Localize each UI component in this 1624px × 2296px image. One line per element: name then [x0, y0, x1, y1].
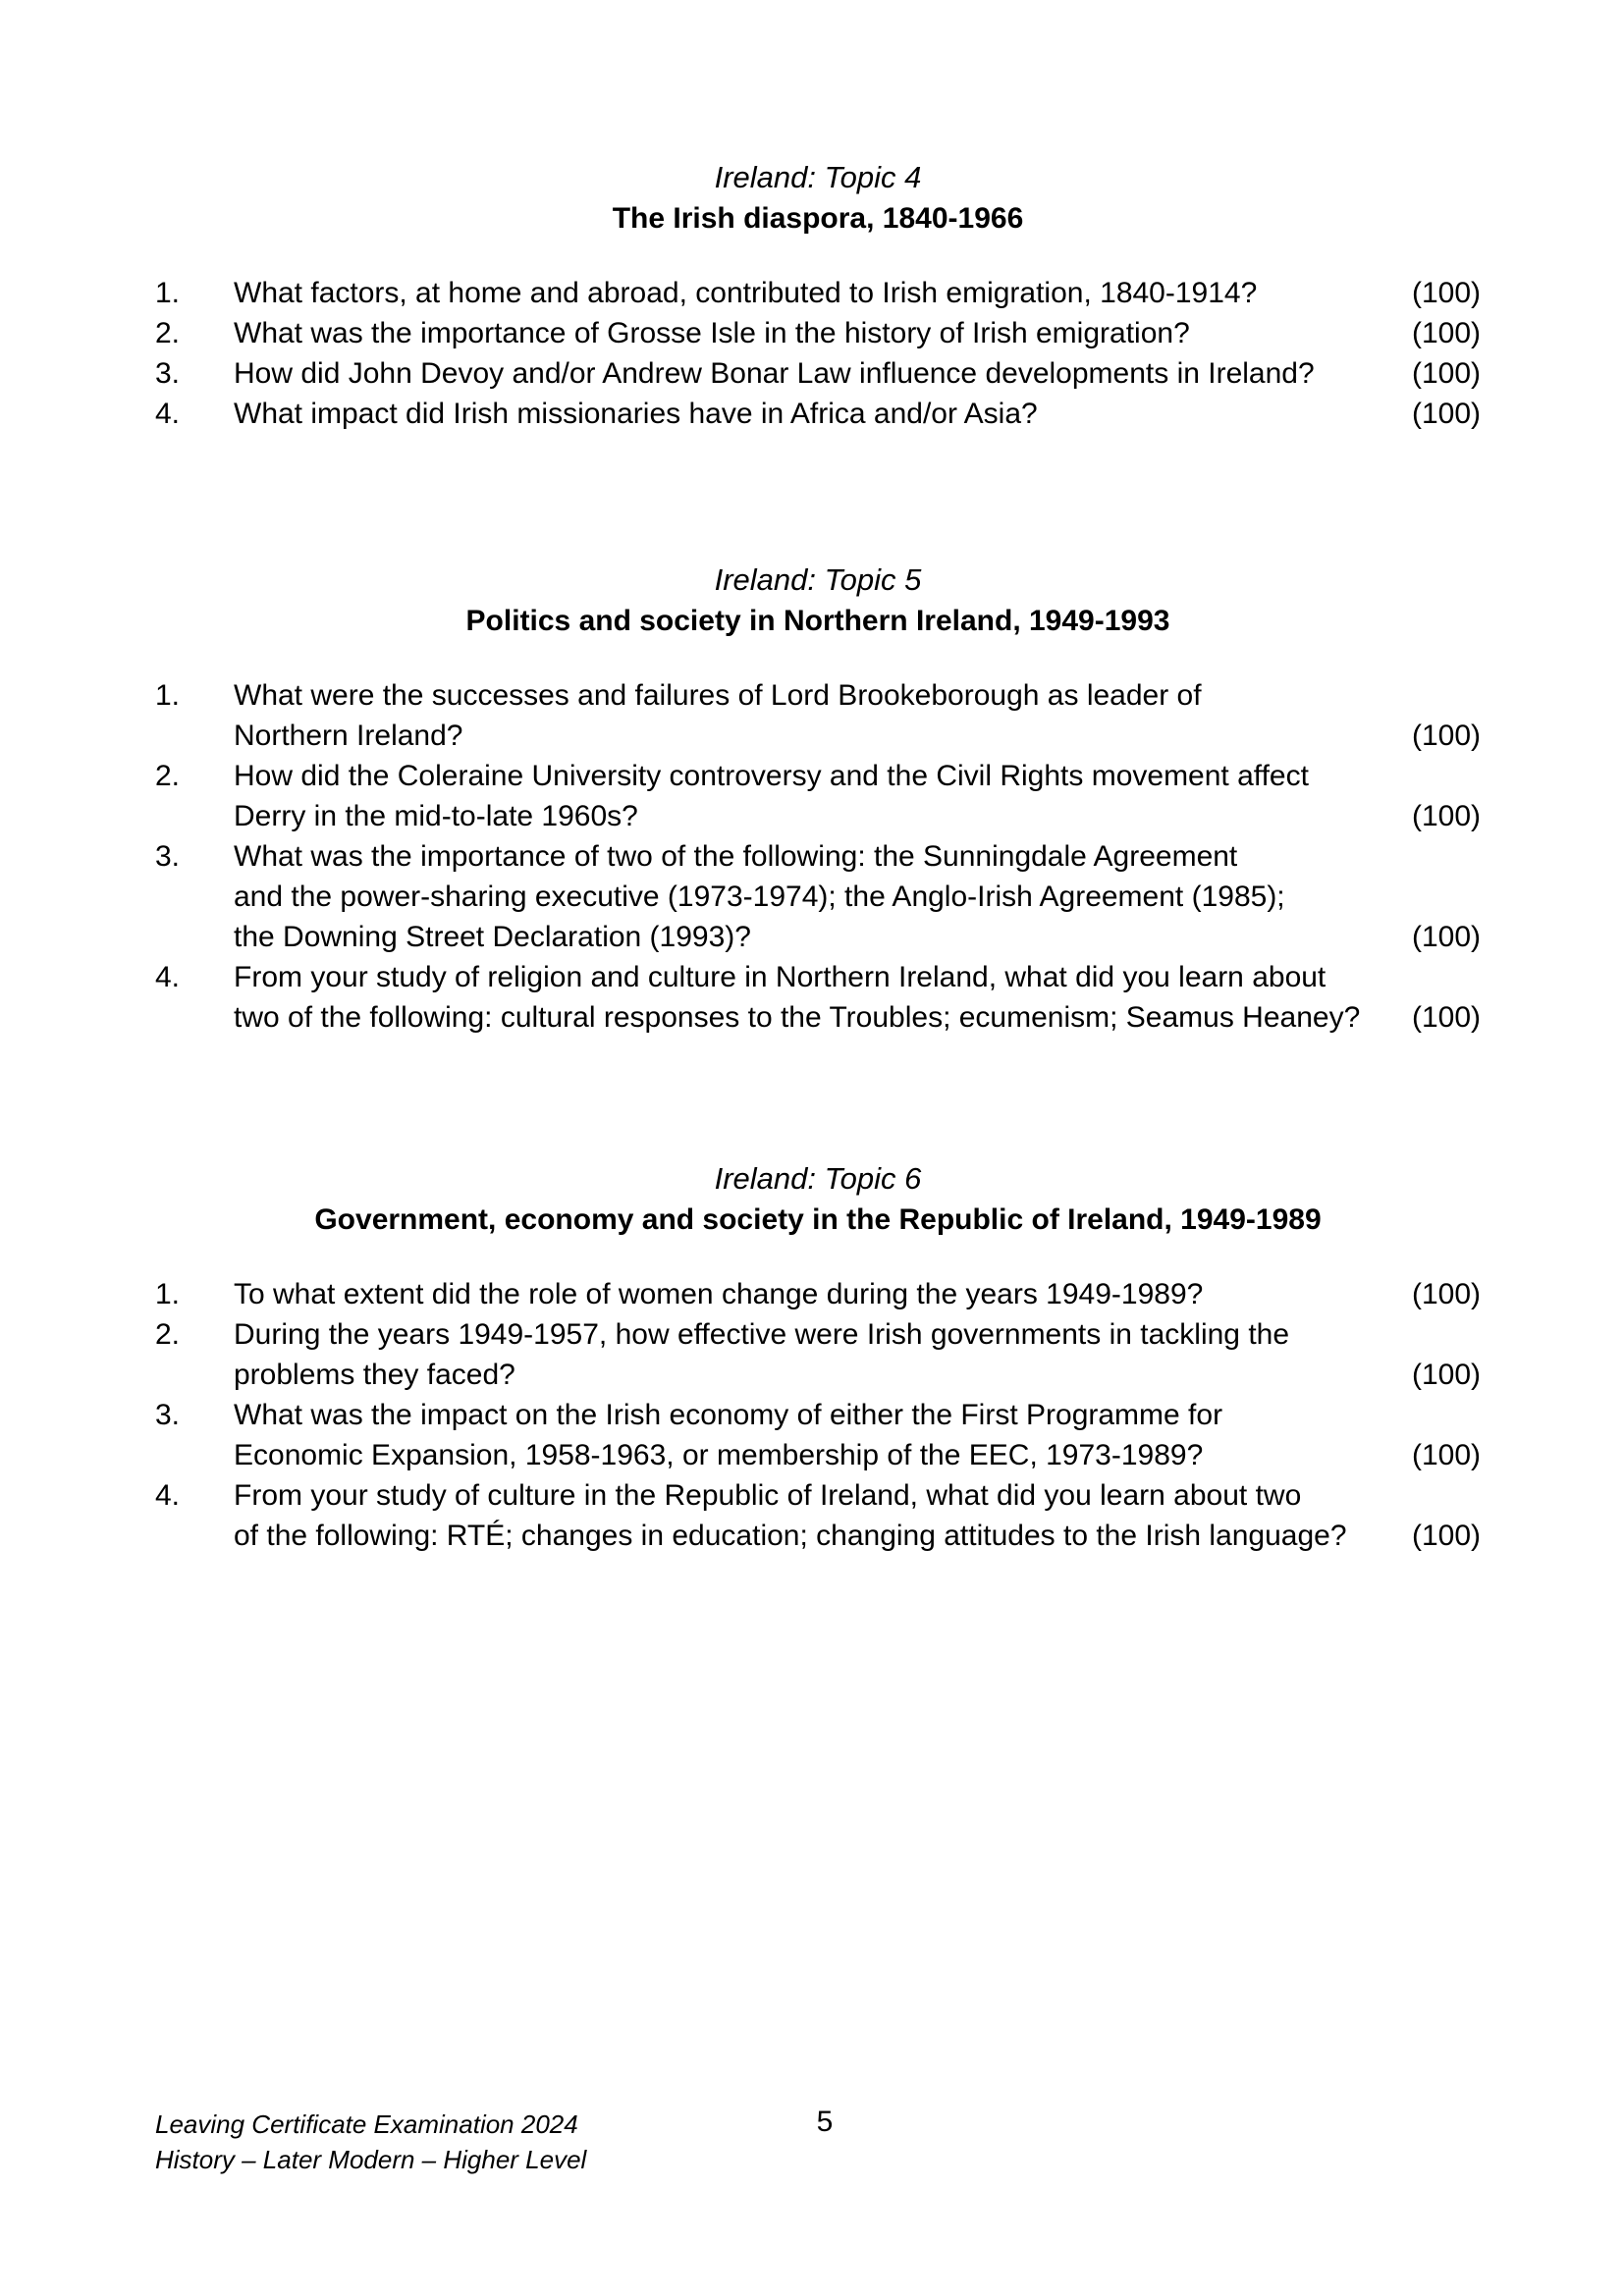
- question-number: 3.: [155, 357, 181, 390]
- footer-subject: History – Later Modern – Higher Level: [155, 2145, 587, 2174]
- topic-label: Ireland: Topic 6: [714, 1161, 922, 1196]
- question-item: [155, 353, 1481, 394]
- question-number: 3.: [155, 1399, 181, 1431]
- topic-title: Politics and society in Northern Ireland, 1949-1993: [465, 605, 1170, 637]
- question-text: What were the successes and failures of Lord Brookeborough as leader of: [234, 679, 1202, 712]
- question-number: 1.: [155, 277, 181, 309]
- question-text: From your study of culture in the Republic of Ireland, what did you learn about two: [234, 1479, 1302, 1512]
- question-text: the Downing Street Declaration (1993)?: [234, 921, 751, 953]
- question-number: 4.: [155, 1479, 181, 1512]
- question-text: How did the Coleraine University controversy and the Civil Rights movement affect: [234, 760, 1309, 792]
- question-item: [155, 1475, 1481, 1556]
- question-text: Economic Expansion, 1958-1963, or membership of the EEC, 1973-1989?: [234, 1439, 1204, 1471]
- question-text: problems they faced?: [234, 1359, 515, 1391]
- question-marks: (100): [1411, 1439, 1481, 1471]
- question-item: [155, 756, 1481, 836]
- question-item: [155, 1274, 1481, 1314]
- question-item: [155, 394, 1481, 434]
- question-marks: (100): [1411, 800, 1481, 832]
- question-number: 1.: [155, 1278, 181, 1310]
- topic-title: The Irish diaspora, 1840-1966: [612, 202, 1024, 235]
- question-item: [155, 836, 1481, 957]
- question-marks: (100): [1411, 317, 1481, 349]
- question-marks: (100): [1411, 398, 1481, 430]
- question-item: [155, 1314, 1481, 1395]
- question-marks: (100): [1411, 1520, 1481, 1552]
- topic-section-4: [155, 157, 1481, 434]
- question-item: [155, 675, 1481, 756]
- topic-title: Government, economy and society in the Republic of Ireland, 1949-1989: [314, 1203, 1322, 1236]
- question-number: 2.: [155, 760, 181, 792]
- question-text: How did John Devoy and/or Andrew Bonar Law influence developments in Ireland?: [234, 357, 1315, 390]
- question-marks: (100): [1411, 1001, 1481, 1034]
- question-text: What factors, at home and abroad, contributed to Irish emigration, 1840-1914?: [234, 277, 1258, 309]
- question-item: [155, 313, 1481, 353]
- question-item: [155, 957, 1481, 1038]
- question-text: To what extent did the role of women change during the years 1949-1989?: [234, 1278, 1204, 1310]
- question-number: 3.: [155, 840, 181, 873]
- question-text: What impact did Irish missionaries have in Africa and/or Asia?: [234, 398, 1038, 430]
- question-number: 2.: [155, 317, 181, 349]
- question-number: 4.: [155, 398, 181, 430]
- question-item: [155, 1395, 1481, 1475]
- question-text: During the years 1949-1957, how effective were Irish governments in tackling the: [234, 1318, 1290, 1351]
- question-list: [155, 273, 1481, 434]
- question-list: [155, 675, 1481, 1038]
- question-text: What was the importance of two of the following: the Sunningdale Agreement: [234, 840, 1238, 873]
- question-marks: (100): [1411, 720, 1481, 752]
- question-text: What was the impact on the Irish economy of either the First Programme for: [234, 1399, 1223, 1431]
- question-number: 2.: [155, 1318, 181, 1351]
- question-marks: (100): [1411, 277, 1481, 309]
- question-text: What was the importance of Grosse Isle in the history of Irish emigration?: [234, 317, 1190, 349]
- topic-section-6: [155, 1158, 1481, 1556]
- question-number: 4.: [155, 961, 181, 993]
- question-marks: (100): [1411, 1359, 1481, 1391]
- question-marks: (100): [1411, 357, 1481, 390]
- topic-label: Ireland: Topic 4: [714, 160, 922, 194]
- page-number: 5: [816, 2106, 834, 2138]
- question-text: Northern Ireland?: [234, 720, 463, 752]
- question-text: From your study of religion and culture in Northern Ireland, what did you learn about: [234, 961, 1326, 993]
- topic-label: Ireland: Topic 5: [714, 562, 922, 597]
- question-item: [155, 273, 1481, 313]
- question-marks: (100): [1411, 921, 1481, 953]
- question-number: 1.: [155, 679, 181, 712]
- topic-section-5: [155, 560, 1481, 1038]
- question-text: of the following: RTÉ; changes in education; changing attitudes to the Irish language?: [234, 1520, 1347, 1552]
- question-list: [155, 1274, 1481, 1556]
- question-marks: (100): [1411, 1278, 1481, 1310]
- question-text: and the power-sharing executive (1973-1974); the Anglo-Irish Agreement (1985);: [234, 881, 1285, 913]
- footer-exam-title: Leaving Certificate Examination 2024: [155, 2109, 578, 2139]
- question-text: two of the following: cultural responses to the Troubles; ecumenism; Seamus Heaney?: [234, 1001, 1361, 1034]
- question-text: Derry in the mid-to-late 1960s?: [234, 800, 638, 832]
- page-footer: [155, 2107, 586, 2177]
